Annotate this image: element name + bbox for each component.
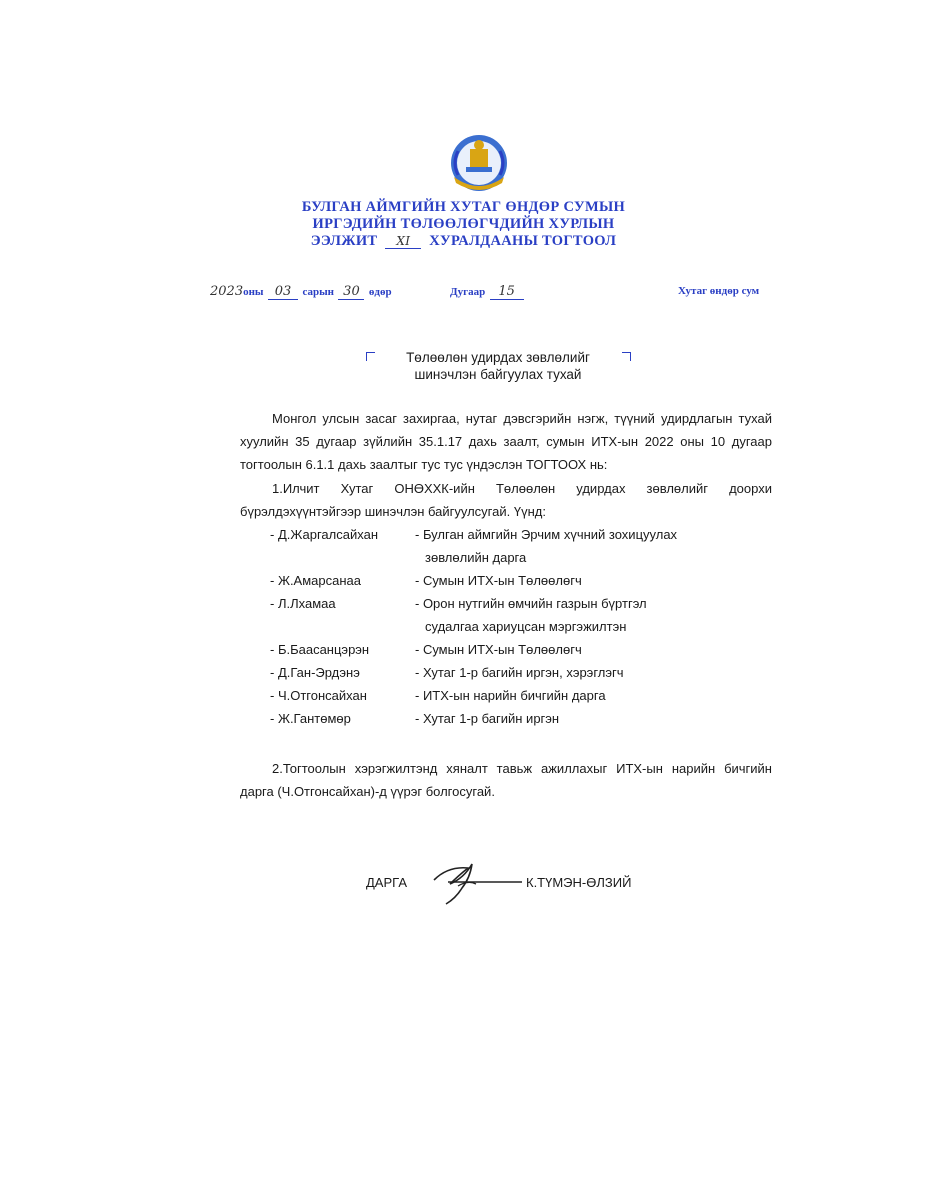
member-name: - Д.Жаргалсайхан: [270, 527, 378, 542]
member-role: - Булган аймгийн Эрчим хүчний зохицуулах: [415, 527, 678, 542]
header-line-2: ИРГЭДИЙН ТӨЛӨӨЛӨГЧДИЙН ХУРЛЫН: [312, 216, 615, 232]
signature-position: ДАРГА: [366, 875, 407, 890]
point-1-paragraph: 1.Илчит Хутаг ОНӨХХК-ийн Төлөөлөн удирдах зөвлөлийг доорхи бүрэлдэхүүнтэйгээр шинэчлэн байгуулсугай. Үүнд:: [240, 481, 772, 519]
place-name: Хутаг өндөр сум: [678, 285, 760, 297]
member-row: [270, 638, 770, 661]
member-row: [270, 707, 770, 730]
member-row: [270, 592, 770, 638]
date-year-word: оны: [243, 286, 264, 298]
date-year: 2023: [210, 284, 244, 299]
intro-paragraph: Монгол улсын засаг захиргаа, нутаг дэвсгэрийн нэгж, түүний удирдлагын тухай хуулийн 35 дугаар зүйлийн 35.1.17 дахь заалт, сумын ИТХ-ын 2022 оны 10 дугаар тогтоолын 6.1.1 дахь заалтыг тус тус үндэслэн ТОГТООХ нь:: [240, 411, 772, 472]
members-list: [270, 523, 770, 730]
header-line-3: [0, 233, 927, 250]
member-role: - Хутаг 1-р багийн иргэн, хэрэглэгч: [415, 665, 624, 680]
header-line-3-prefix: ЭЭЛЖИТ: [310, 233, 378, 249]
member-row: [270, 684, 770, 707]
mongolia-emblem-icon: [444, 131, 514, 197]
member-role-cont: судалгаа хариуцсан мэргэжилтэн: [425, 619, 627, 634]
point-2-paragraph: 2.Тогтоолын хэрэгжилтэнд хяналт тавьж ажиллахыг ИТХ-ын нарийн бичгийн дарга (Ч.Отгонсайхан)-д үүрэг болгосугай.: [240, 761, 772, 799]
document-number: [450, 282, 524, 300]
handwritten-signature-icon: [428, 858, 524, 908]
session-number: XI: [385, 234, 421, 249]
member-name: - Л.Лхамаа: [270, 596, 336, 611]
member-role: - ИТХ-ын нарийн бичгийн дарга: [415, 688, 606, 703]
document-number-label: Дугаар: [450, 286, 486, 298]
date-day-word: өдөр: [368, 286, 392, 298]
member-role: - Орон нутгийн өмчийн газрын бүртгэл: [415, 596, 647, 611]
member-role: - Сумын ИТХ-ын Төлөөлөгч: [415, 573, 582, 588]
member-role: - Хутаг 1-р багийн иргэн: [415, 711, 560, 726]
member-name: - Д.Ган-Эрдэнэ: [270, 665, 360, 680]
date-day: 30: [338, 284, 364, 300]
member-name: - Ж.Амарсанаа: [270, 573, 361, 588]
member-row: [270, 569, 770, 592]
header-line-3-suffix: ХУРАЛДААНЫ ТОГТООЛ: [429, 233, 617, 249]
title-line-1: Төлөөлөн удирдах зөвлөлийг: [406, 350, 590, 365]
member-name: - Б.Баасанцэрэн: [270, 642, 370, 657]
signature-name: К.ТҮМЭН-ӨЛЗИЙ: [526, 875, 632, 890]
member-row: [270, 523, 770, 569]
header-line-1: БУЛГАН АЙМГИЙН ХУТАГ ӨНДӨР СУМЫН: [301, 199, 626, 215]
member-row: [270, 661, 770, 684]
member-name: - Ч.Отгонсайхан: [270, 688, 367, 703]
date-month: 03: [268, 284, 298, 300]
member-role: - Сумын ИТХ-ын Төлөөлөгч: [415, 642, 582, 657]
document-title: [370, 349, 626, 383]
title-line-2: шинэчлэн байгуулах тухай: [414, 367, 582, 382]
date-month-word: сарын: [302, 286, 334, 298]
date-line: [210, 282, 392, 300]
document-number-value: 15: [490, 284, 524, 300]
member-role-cont: зөвлөлийн дарга: [425, 550, 527, 565]
member-name: - Ж.Гантөмөр: [270, 711, 351, 726]
